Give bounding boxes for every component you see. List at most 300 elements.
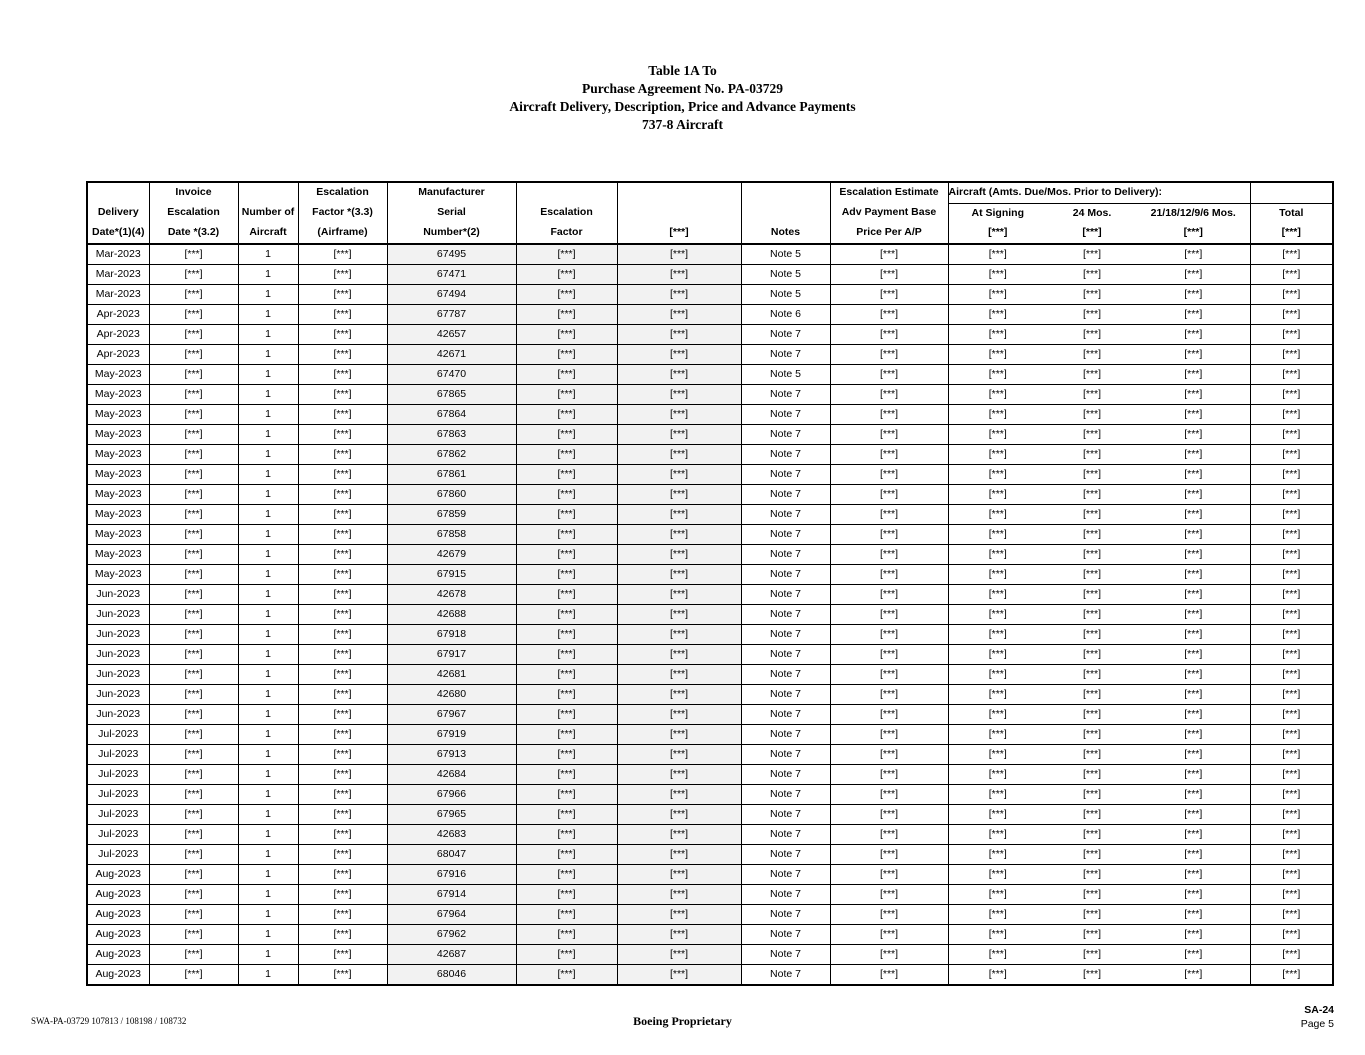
invoice-escalation-date-cell: [***]	[149, 444, 238, 464]
notes-cell: Note 7	[741, 324, 830, 344]
serial-number-cell: 67966	[387, 784, 516, 804]
escalation-factor-airframe-cell: [***]	[298, 824, 387, 844]
serial-number-cell: 42688	[387, 604, 516, 624]
mos-21-18-12-9-6-cell: [***]	[1137, 304, 1250, 324]
at-signing-cell: [***]	[948, 364, 1047, 384]
adv-payment-base-price-cell: [***]	[830, 824, 948, 844]
escalation-factor-airframe-cell: [***]	[298, 244, 387, 265]
delivery-date-cell: Jun-2023	[87, 684, 149, 704]
invoice-escalation-date-cell: [***]	[149, 804, 238, 824]
mos-24-cell: [***]	[1047, 264, 1137, 284]
at-signing-cell: [***]	[948, 584, 1047, 604]
invoice-escalation-date-cell: [***]	[149, 344, 238, 364]
escalation-factor-airframe-cell: [***]	[298, 804, 387, 824]
number-of-aircraft-cell: 1	[238, 844, 298, 864]
invoice-escalation-date-cell: [***]	[149, 844, 238, 864]
number-of-aircraft-cell: 1	[238, 584, 298, 604]
adv-payment-base-price-cell: [***]	[830, 924, 948, 944]
table-row	[87, 824, 1333, 844]
serial-number-cell: 42684	[387, 764, 516, 784]
header-cell: Adv Payment Base	[830, 203, 948, 223]
serial-number-cell: 42687	[387, 944, 516, 964]
adv-payment-base-price-cell: [***]	[830, 264, 948, 284]
redacted-cell: [***]	[617, 684, 741, 704]
escalation-factor-cell: [***]	[516, 884, 617, 904]
mos-21-18-12-9-6-cell: [***]	[1137, 504, 1250, 524]
header-cell: Date *(3.2)	[149, 223, 238, 244]
notes-cell: Note 7	[741, 484, 830, 504]
escalation-factor-airframe-cell: [***]	[298, 444, 387, 464]
mos-24-cell: [***]	[1047, 824, 1137, 844]
mos-21-18-12-9-6-cell: [***]	[1137, 704, 1250, 724]
document-reference: SWA-PA-03729 107813 / 108198 / 108732	[31, 1016, 187, 1026]
adv-payment-base-price-cell: [***]	[830, 644, 948, 664]
redacted-cell: [***]	[617, 884, 741, 904]
table-row	[87, 544, 1333, 564]
total-cell: [***]	[1250, 304, 1333, 324]
header-cell: 24 Mos.	[1047, 203, 1137, 223]
total-cell: [***]	[1250, 324, 1333, 344]
escalation-factor-cell: [***]	[516, 924, 617, 944]
adv-payment-base-price-cell: [***]	[830, 744, 948, 764]
escalation-factor-airframe-cell: [***]	[298, 684, 387, 704]
mos-24-cell: [***]	[1047, 784, 1137, 804]
escalation-factor-cell: [***]	[516, 284, 617, 304]
header-cell: Factor	[516, 223, 617, 244]
escalation-factor-cell: [***]	[516, 824, 617, 844]
redacted-cell: [***]	[617, 264, 741, 284]
delivery-date-cell: Aug-2023	[87, 904, 149, 924]
table-body	[87, 244, 1333, 985]
adv-payment-base-price-cell: [***]	[830, 484, 948, 504]
notes-cell: Note 7	[741, 784, 830, 804]
redacted-cell: [***]	[617, 804, 741, 824]
table-row	[87, 404, 1333, 424]
escalation-factor-cell: [***]	[516, 444, 617, 464]
table-row	[87, 284, 1333, 304]
notes-cell: Note 7	[741, 384, 830, 404]
at-signing-cell: [***]	[948, 964, 1047, 985]
adv-payment-base-price-cell: [***]	[830, 464, 948, 484]
invoice-escalation-date-cell: [***]	[149, 504, 238, 524]
delivery-date-cell: Jul-2023	[87, 724, 149, 744]
proprietary-notice: Boeing Proprietary	[633, 1014, 732, 1028]
invoice-escalation-date-cell: [***]	[149, 664, 238, 684]
total-cell: [***]	[1250, 284, 1333, 304]
adv-payment-base-price-cell: [***]	[830, 244, 948, 265]
redacted-cell: [***]	[617, 484, 741, 504]
adv-payment-base-price-cell: [***]	[830, 344, 948, 364]
redacted-cell: [***]	[617, 424, 741, 444]
delivery-date-cell: Aug-2023	[87, 944, 149, 964]
header-row-3	[87, 223, 1333, 244]
mos-24-cell: [***]	[1047, 324, 1137, 344]
notes-cell: Note 7	[741, 444, 830, 464]
escalation-factor-cell: [***]	[516, 684, 617, 704]
delivery-date-cell: Jun-2023	[87, 644, 149, 664]
invoice-escalation-date-cell: [***]	[149, 944, 238, 964]
delivery-date-cell: Apr-2023	[87, 324, 149, 344]
header-cell: Escalation Estimate	[830, 182, 948, 203]
mos-21-18-12-9-6-cell: [***]	[1137, 444, 1250, 464]
at-signing-cell: [***]	[948, 324, 1047, 344]
number-of-aircraft-cell: 1	[238, 284, 298, 304]
table-row	[87, 364, 1333, 384]
serial-number-cell: 67859	[387, 504, 516, 524]
mos-24-cell: [***]	[1047, 444, 1137, 464]
total-cell: [***]	[1250, 704, 1333, 724]
serial-number-cell: 42680	[387, 684, 516, 704]
mos-24-cell: [***]	[1047, 524, 1137, 544]
serial-number-cell: 67967	[387, 704, 516, 724]
invoice-escalation-date-cell: [***]	[149, 244, 238, 265]
mos-24-cell: [***]	[1047, 664, 1137, 684]
at-signing-cell: [***]	[948, 264, 1047, 284]
number-of-aircraft-cell: 1	[238, 824, 298, 844]
escalation-factor-cell: [***]	[516, 304, 617, 324]
header-cell: Escalation	[298, 182, 387, 203]
escalation-factor-airframe-cell: [***]	[298, 584, 387, 604]
adv-payment-base-price-cell: [***]	[830, 684, 948, 704]
at-signing-cell: [***]	[948, 604, 1047, 624]
escalation-factor-airframe-cell: [***]	[298, 284, 387, 304]
delivery-date-cell: Apr-2023	[87, 304, 149, 324]
invoice-escalation-date-cell: [***]	[149, 764, 238, 784]
table-row	[87, 524, 1333, 544]
table-row	[87, 264, 1333, 284]
table-row	[87, 664, 1333, 684]
header-cell	[516, 182, 617, 203]
escalation-factor-cell: [***]	[516, 784, 617, 804]
at-signing-cell: [***]	[948, 464, 1047, 484]
notes-cell: Note 7	[741, 864, 830, 884]
mos-24-cell: [***]	[1047, 804, 1137, 824]
notes-cell: Note 7	[741, 564, 830, 584]
escalation-factor-cell: [***]	[516, 504, 617, 524]
escalation-factor-airframe-cell: [***]	[298, 604, 387, 624]
total-cell: [***]	[1250, 404, 1333, 424]
header-cell: Serial	[387, 203, 516, 223]
number-of-aircraft-cell: 1	[238, 724, 298, 744]
table-row	[87, 304, 1333, 324]
notes-cell: Note 7	[741, 804, 830, 824]
at-signing-cell: [***]	[948, 884, 1047, 904]
mos-24-cell: [***]	[1047, 924, 1137, 944]
redacted-cell: [***]	[617, 244, 741, 265]
redacted-cell: [***]	[617, 784, 741, 804]
redacted-cell: [***]	[617, 964, 741, 985]
mos-21-18-12-9-6-cell: [***]	[1137, 284, 1250, 304]
mos-24-cell: [***]	[1047, 704, 1137, 724]
escalation-factor-cell: [***]	[516, 844, 617, 864]
number-of-aircraft-cell: 1	[238, 344, 298, 364]
escalation-factor-airframe-cell: [***]	[298, 964, 387, 985]
total-cell: [***]	[1250, 364, 1333, 384]
notes-cell: Note 7	[741, 924, 830, 944]
mos-21-18-12-9-6-cell: [***]	[1137, 624, 1250, 644]
header-cell	[617, 182, 741, 203]
header-cell: At Signing	[948, 203, 1047, 223]
notes-cell: Note 7	[741, 584, 830, 604]
adv-payment-base-price-cell: [***]	[830, 624, 948, 644]
adv-payment-base-price-cell: [***]	[830, 444, 948, 464]
number-of-aircraft-cell: 1	[238, 704, 298, 724]
number-of-aircraft-cell: 1	[238, 364, 298, 384]
escalation-factor-cell: [***]	[516, 764, 617, 784]
adv-payment-base-price-cell: [***]	[830, 884, 948, 904]
serial-number-cell: 67962	[387, 924, 516, 944]
delivery-date-cell: May-2023	[87, 564, 149, 584]
at-signing-cell: [***]	[948, 424, 1047, 444]
invoice-escalation-date-cell: [***]	[149, 784, 238, 804]
invoice-escalation-date-cell: [***]	[149, 424, 238, 444]
mos-24-cell: [***]	[1047, 364, 1137, 384]
total-cell: [***]	[1250, 964, 1333, 985]
adv-payment-base-price-cell: [***]	[830, 544, 948, 564]
delivery-date-cell: May-2023	[87, 524, 149, 544]
delivery-date-cell: Mar-2023	[87, 244, 149, 265]
number-of-aircraft-cell: 1	[238, 244, 298, 265]
notes-cell: Note 6	[741, 304, 830, 324]
at-signing-cell: [***]	[948, 304, 1047, 324]
mos-21-18-12-9-6-cell: [***]	[1137, 824, 1250, 844]
redacted-cell: [***]	[617, 404, 741, 424]
table-row	[87, 344, 1333, 364]
mos-24-cell: [***]	[1047, 744, 1137, 764]
redacted-cell: [***]	[617, 904, 741, 924]
adv-payment-base-price-cell: [***]	[830, 664, 948, 684]
number-of-aircraft-cell: 1	[238, 944, 298, 964]
mos-24-cell: [***]	[1047, 344, 1137, 364]
redacted-cell: [***]	[617, 304, 741, 324]
delivery-date-cell: Aug-2023	[87, 964, 149, 985]
notes-cell: Note 7	[741, 644, 830, 664]
mos-21-18-12-9-6-cell: [***]	[1137, 744, 1250, 764]
total-cell: [***]	[1250, 584, 1333, 604]
header-cell-payment-group: Aircraft (Amts. Due/Mos. Prior to Delivery):	[948, 182, 1250, 203]
serial-number-cell: 67917	[387, 644, 516, 664]
invoice-escalation-date-cell: [***]	[149, 324, 238, 344]
at-signing-cell: [***]	[948, 784, 1047, 804]
table-row	[87, 604, 1333, 624]
delivery-date-cell: Jun-2023	[87, 584, 149, 604]
total-cell: [***]	[1250, 544, 1333, 564]
at-signing-cell: [***]	[948, 524, 1047, 544]
notes-cell: Note 5	[741, 284, 830, 304]
mos-21-18-12-9-6-cell: [***]	[1137, 944, 1250, 964]
at-signing-cell: [***]	[948, 944, 1047, 964]
delivery-date-cell: Jul-2023	[87, 744, 149, 764]
total-cell: [***]	[1250, 784, 1333, 804]
header-cell: Number of	[238, 203, 298, 223]
invoice-escalation-date-cell: [***]	[149, 884, 238, 904]
delivery-date-cell: Jul-2023	[87, 844, 149, 864]
table-row	[87, 964, 1333, 985]
mos-24-cell: [***]	[1047, 864, 1137, 884]
number-of-aircraft-cell: 1	[238, 384, 298, 404]
serial-number-cell: 67918	[387, 624, 516, 644]
at-signing-cell: [***]	[948, 484, 1047, 504]
mos-21-18-12-9-6-cell: [***]	[1137, 484, 1250, 504]
serial-number-cell: 67865	[387, 384, 516, 404]
escalation-factor-airframe-cell: [***]	[298, 884, 387, 904]
header-cell: Manufacturer	[387, 182, 516, 203]
number-of-aircraft-cell: 1	[238, 324, 298, 344]
table-row	[87, 784, 1333, 804]
redacted-cell: [***]	[617, 644, 741, 664]
mos-21-18-12-9-6-cell: [***]	[1137, 604, 1250, 624]
invoice-escalation-date-cell: [***]	[149, 964, 238, 985]
invoice-escalation-date-cell: [***]	[149, 904, 238, 924]
total-cell: [***]	[1250, 504, 1333, 524]
escalation-factor-airframe-cell: [***]	[298, 624, 387, 644]
notes-cell: Note 7	[741, 504, 830, 524]
escalation-factor-airframe-cell: [***]	[298, 564, 387, 584]
table-row	[87, 944, 1333, 964]
serial-number-cell: 42678	[387, 584, 516, 604]
escalation-factor-airframe-cell: [***]	[298, 784, 387, 804]
at-signing-cell: [***]	[948, 924, 1047, 944]
at-signing-cell: [***]	[948, 764, 1047, 784]
table-row	[87, 564, 1333, 584]
delivery-date-cell: Jul-2023	[87, 824, 149, 844]
table-row	[87, 504, 1333, 524]
invoice-escalation-date-cell: [***]	[149, 744, 238, 764]
table-row	[87, 644, 1333, 664]
table-row	[87, 724, 1333, 744]
total-cell: [***]	[1250, 824, 1333, 844]
number-of-aircraft-cell: 1	[238, 404, 298, 424]
delivery-date-cell: Apr-2023	[87, 344, 149, 364]
table-row	[87, 844, 1333, 864]
serial-number-cell: 42681	[387, 664, 516, 684]
escalation-factor-airframe-cell: [***]	[298, 484, 387, 504]
escalation-factor-cell: [***]	[516, 404, 617, 424]
header-cell: (Airframe)	[298, 223, 387, 244]
total-cell: [***]	[1250, 344, 1333, 364]
mos-24-cell: [***]	[1047, 404, 1137, 424]
mos-21-18-12-9-6-cell: [***]	[1137, 384, 1250, 404]
redacted-cell: [***]	[617, 864, 741, 884]
at-signing-cell: [***]	[948, 804, 1047, 824]
header-cell: Price Per A/P	[830, 223, 948, 244]
number-of-aircraft-cell: 1	[238, 624, 298, 644]
mos-24-cell: [***]	[1047, 644, 1137, 664]
redacted-cell: [***]	[617, 444, 741, 464]
notes-cell: Note 5	[741, 244, 830, 265]
header-row-1	[87, 182, 1333, 203]
table-row	[87, 244, 1333, 265]
serial-number-cell: 67787	[387, 304, 516, 324]
table-row	[87, 804, 1333, 824]
notes-cell: Note 7	[741, 624, 830, 644]
table-row	[87, 924, 1333, 944]
mos-24-cell: [***]	[1047, 684, 1137, 704]
redacted-cell: [***]	[617, 604, 741, 624]
escalation-factor-airframe-cell: [***]	[298, 384, 387, 404]
invoice-escalation-date-cell: [***]	[149, 284, 238, 304]
title-line-3: Aircraft Delivery, Description, Price and Advance Payments	[509, 99, 856, 114]
escalation-factor-airframe-cell: [***]	[298, 304, 387, 324]
mos-24-cell: [***]	[1047, 284, 1137, 304]
mos-24-cell: [***]	[1047, 304, 1137, 324]
number-of-aircraft-cell: 1	[238, 264, 298, 284]
total-cell: [***]	[1250, 904, 1333, 924]
header-cell: [***]	[948, 223, 1047, 244]
mos-21-18-12-9-6-cell: [***]	[1137, 524, 1250, 544]
mos-21-18-12-9-6-cell: [***]	[1137, 544, 1250, 564]
mos-21-18-12-9-6-cell: [***]	[1137, 924, 1250, 944]
at-signing-cell: [***]	[948, 444, 1047, 464]
mos-24-cell: [***]	[1047, 464, 1137, 484]
number-of-aircraft-cell: 1	[238, 544, 298, 564]
at-signing-cell: [***]	[948, 824, 1047, 844]
mos-21-18-12-9-6-cell: [***]	[1137, 964, 1250, 985]
redacted-cell: [***]	[617, 464, 741, 484]
escalation-factor-cell: [***]	[516, 744, 617, 764]
delivery-date-cell: Mar-2023	[87, 264, 149, 284]
total-cell: [***]	[1250, 944, 1333, 964]
delivery-date-cell: May-2023	[87, 504, 149, 524]
table-row	[87, 464, 1333, 484]
header-cell: Escalation	[516, 203, 617, 223]
serial-number-cell: 68047	[387, 844, 516, 864]
at-signing-cell: [***]	[948, 244, 1047, 265]
mos-24-cell: [***]	[1047, 724, 1137, 744]
at-signing-cell: [***]	[948, 684, 1047, 704]
number-of-aircraft-cell: 1	[238, 424, 298, 444]
at-signing-cell: [***]	[948, 504, 1047, 524]
number-of-aircraft-cell: 1	[238, 464, 298, 484]
table-row	[87, 864, 1333, 884]
escalation-factor-cell: [***]	[516, 864, 617, 884]
number-of-aircraft-cell: 1	[238, 904, 298, 924]
delivery-date-cell: May-2023	[87, 544, 149, 564]
notes-cell: Note 7	[741, 744, 830, 764]
header-cell: [***]	[1250, 223, 1333, 244]
mos-21-18-12-9-6-cell: [***]	[1137, 724, 1250, 744]
escalation-factor-cell: [***]	[516, 584, 617, 604]
invoice-escalation-date-cell: [***]	[149, 624, 238, 644]
notes-cell: Note 7	[741, 604, 830, 624]
supplement-number: SA-24	[1304, 1004, 1334, 1016]
escalation-factor-airframe-cell: [***]	[298, 744, 387, 764]
redacted-cell: [***]	[617, 384, 741, 404]
adv-payment-base-price-cell: [***]	[830, 904, 948, 924]
total-cell: [***]	[1250, 424, 1333, 444]
redacted-cell: [***]	[617, 344, 741, 364]
redacted-cell: [***]	[617, 524, 741, 544]
mos-24-cell: [***]	[1047, 844, 1137, 864]
header-cell	[741, 182, 830, 203]
table-row	[87, 584, 1333, 604]
adv-payment-base-price-cell: [***]	[830, 864, 948, 884]
total-cell: [***]	[1250, 624, 1333, 644]
total-cell: [***]	[1250, 804, 1333, 824]
total-cell: [***]	[1250, 764, 1333, 784]
serial-number-cell: 67916	[387, 864, 516, 884]
invoice-escalation-date-cell: [***]	[149, 604, 238, 624]
at-signing-cell: [***]	[948, 644, 1047, 664]
invoice-escalation-date-cell: [***]	[149, 584, 238, 604]
adv-payment-base-price-cell: [***]	[830, 564, 948, 584]
adv-payment-base-price-cell: [***]	[830, 304, 948, 324]
number-of-aircraft-cell: 1	[238, 684, 298, 704]
escalation-factor-cell: [***]	[516, 724, 617, 744]
mos-24-cell: [***]	[1047, 884, 1137, 904]
escalation-factor-airframe-cell: [***]	[298, 344, 387, 364]
number-of-aircraft-cell: 1	[238, 804, 298, 824]
